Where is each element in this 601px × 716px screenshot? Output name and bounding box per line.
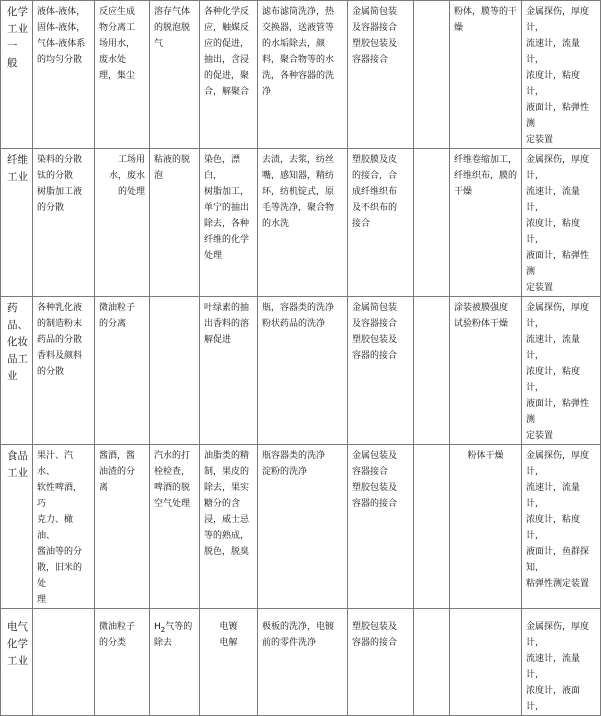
- measurement-cell: 金属探伤，厚度计， 流速计，流量计， 浓度计，液面计，: [522, 609, 601, 716]
- measurement-cell: 金属探伤，厚度计， 流速计，流量计， 浓度计，粘度计， 液面计，鱼群探知， 粘弹性测定装置: [522, 445, 601, 609]
- empty-cell: [414, 445, 450, 609]
- welding-cell: 塑胶包装及 容器的接合: [348, 609, 414, 716]
- dispersion-cell: 果汁、汽水、 软性啤酒，巧 克力、橄油、 酱油等的分 散，旧米的处 理: [33, 445, 95, 609]
- chemical-reaction-cell: 各种化学反 应，触媒反 应的促进， 抽出，含浸 的促进，聚 合，解聚合: [200, 1, 258, 149]
- row-category-cell: 药 品、 化妆 品工 业: [1, 297, 33, 445]
- empty-cell: [414, 297, 450, 445]
- cleaning-cell: 滤布滤筒洗净，热 交换器，送液管等 的水垢除去，颜 料，聚合物等的水 洗，各种容器的洗 净: [258, 1, 348, 149]
- row-category-cell: 电气 化学 工业: [1, 609, 33, 716]
- dispersion-cell: 液体-液体， 固体-液体， 气体-液体系 的均匀分散: [33, 1, 95, 149]
- degassing-cell: 粘液的脱 泡: [150, 149, 200, 297]
- degassing-cell: 溶存气体 的脱泡脱 气: [150, 1, 200, 149]
- empty-cell: [414, 149, 450, 297]
- empty-cell: [414, 1, 450, 149]
- separation-cell: 工场用 水，废水 的处理: [95, 149, 150, 297]
- degassing-cell: 汽水的打 栓检查， 啤酒的脱 空气处理: [150, 445, 200, 609]
- table-row: [1, 445, 601, 609]
- measurement-cell: 金属探伤，厚度计， 流速计，流量计， 浓度计，粘度计， 液面计，粘弹性测 定装置: [522, 149, 601, 297]
- degas-formula-rest: 气等的 除去: [154, 622, 193, 648]
- table-row: [1, 297, 601, 445]
- table-row: [1, 609, 601, 716]
- measurement-cell: 金属探伤，厚度计， 流速计，流量计， 浓度计，粘度计， 液面计，粘弹性测 定装置: [522, 297, 601, 445]
- drying-cell: 粉体干燥: [450, 445, 522, 609]
- drying-cell: 涂装被膜强度 试验粉体干燥: [450, 297, 522, 445]
- drying-cell: [450, 609, 522, 716]
- drying-cell: 粉体，膜等的干 燥: [450, 1, 522, 149]
- chemical-reaction-cell: 染色，漂白， 树脂加工， 单宁的抽出 除去，各种 纤维的化学 处理: [200, 149, 258, 297]
- empty-cell: [414, 609, 450, 716]
- separation-cell: 微油粒子 的分离: [95, 297, 150, 445]
- separation-cell: 反应生成 物分离工 场用水， 废水处 理，集尘: [95, 1, 150, 149]
- degas-formula-h: H: [154, 622, 161, 632]
- measurement-cell: 金属探伤，厚度计， 流速计，流量计， 浓度计，粘度计， 液面计，粘弹性测 定装置: [522, 1, 601, 149]
- row-category-cell: 食品 工业: [1, 445, 33, 609]
- dispersion-cell: [33, 609, 95, 716]
- degas-formula-subscript: 2: [160, 625, 166, 634]
- drying-cell: 纤维卷缩加工， 纤维织布，膜的 干燥: [450, 149, 522, 297]
- cleaning-cell: 极板的洗净，电镀 前的零件洗净: [258, 609, 348, 716]
- chemical-reaction-cell: 油脂类的精 制，果皮的 除去，果实 糖分的含 浸，威士忌 等的熟成， 脱色，脱臭: [200, 445, 258, 609]
- chemical-reaction-cell: 叶绿素的抽 出香料的溶 解促进: [200, 297, 258, 445]
- cleaning-cell: 瓶容器类的洗净 淀粉的洗净: [258, 445, 348, 609]
- table-row: [1, 1, 601, 149]
- dispersion-cell: 各种乳化液 的制造粉末 药品的分散 香料及颜料 的分散: [33, 297, 95, 445]
- separation-cell: 微油粒子 的分类: [95, 609, 150, 716]
- row-category-cell: 化学 工业一 般: [1, 1, 33, 149]
- welding-cell: 金属简包装 及容器接合 塑胶包装及 容器接合: [348, 1, 414, 149]
- chemical-reaction-cell: 电镀 电解: [200, 609, 258, 716]
- separation-cell: 酱酒，酱 油渣的分 离: [95, 445, 150, 609]
- welding-cell: 金属简包装 及容器接合 塑胶包装及 容器的接合: [348, 297, 414, 445]
- welding-cell: 金属包装及 容器接合 塑胶包装及 容器的接合: [348, 445, 414, 609]
- cleaning-cell: 瓶，容器类的洗净 粉状药品的洗净: [258, 297, 348, 445]
- cleaning-cell: 去渍，去浆，纺丝 嘴，感知器，精纺 环，纺机锭式，原 毛等洗净，聚合物 的水洗: [258, 149, 348, 297]
- degassing-cell: [150, 609, 200, 716]
- table-row: [1, 149, 601, 297]
- degassing-cell: [150, 297, 200, 445]
- dispersion-cell: 染料的分散 钛的分散 树脂加工液 的分散: [33, 149, 95, 297]
- row-category-cell: 纤维 工业: [1, 149, 33, 297]
- welding-cell: 塑胶膜及皮 的接合，合 成纤维织布 及不织布的 接合: [348, 149, 414, 297]
